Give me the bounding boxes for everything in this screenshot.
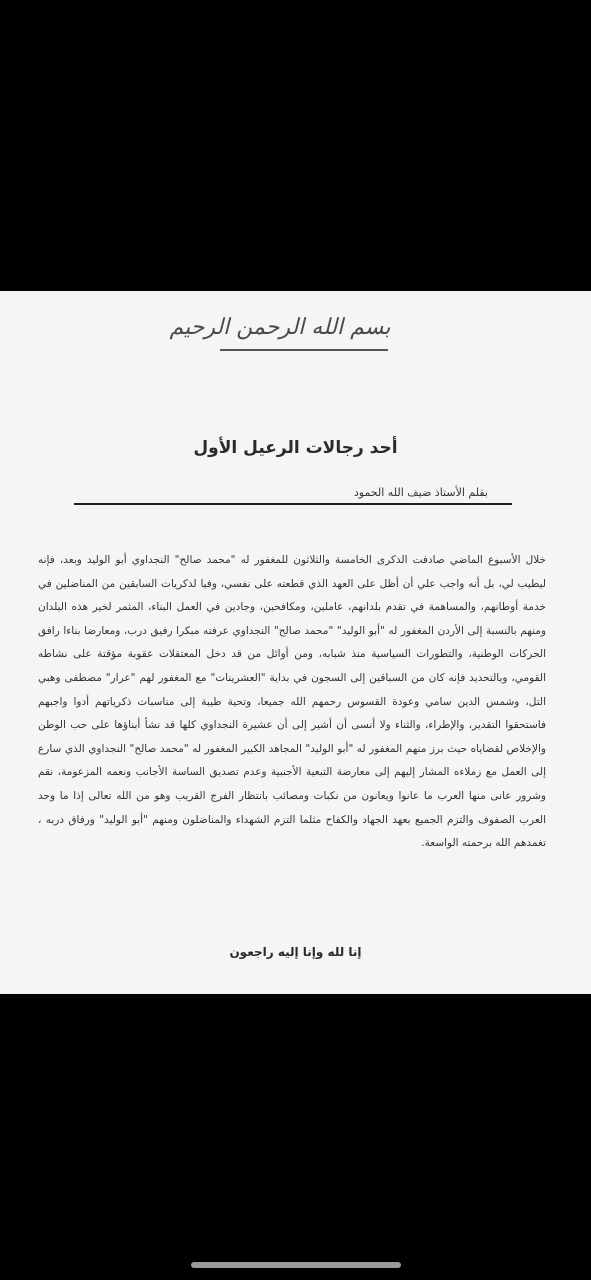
author-byline: بقلم الأستاذ ضيف الله الحمود [353,486,488,499]
basmala-text: بسم الله الرحمن الرحيم [169,315,391,340]
title-divider [74,503,512,505]
article-title: أحد رجالات الرعيل الأول [193,438,398,458]
basmala-stroke [220,349,388,351]
closing-phrase: إنا لله وإنا إليه راجعون [229,945,362,959]
document-page [0,291,591,994]
home-indicator[interactable] [191,1262,401,1268]
basmala-calligraphy [150,311,410,371]
article-body: خلال الأسبوع الماضي صادفت الذكرى الخامسة والثلاثون للمغفور له "محمد صالح" النجداوي أبو الوليد وبعد، فإنه ليطيب لي، بل أنه واجب علي أن أظل على العهد الذي قطعته على نفسي، وفيا لذكريات السابقين من المناضلين في خدمة أوطانهم، والمساهمة في تقدم بلدانهم، عاملين، ومكافحين، وجادين في العمل البناء، المثمر لخير هذه البلدان ومنهم بالنسبة إلى الأردن المغفور له "أبو الوليد" "محمد صالح" النجداوي عرفته مبكرا رفيق درب، ومعارضا بناءا رافق الحركات الوطنية، والتطورات السياسية منذ شبابه، ومن أوائل من قد دخل المعتقلات عقوبة مؤقتة على نشاطه القومي، وبالتحديد فإنه كان من السباقين إلى السجون في بداية "العشرينات" مع المغفور لهم "عرار" مصطفى وهبي التل، وشمس الدين سامي وعودة القسوس رحمهم الله جميعا، وتحية طيبة إلى مناسبات ذكرياتهم أدوا واجبهم فاستحقوا التقدير، والإطراء، والثناء ولا أنسى أن أشير إلى أن عشيرة النجداوي كلها قد نشأ أبناؤها على حب الوطن والإخلاص لقضاياه حيث برز منهم المغفور له "أبو الوليد" المجاهد الكبير المغفور له "محمد صالح" النجداوي الذي سارع إلى العمل مع زملاءه المشار إليهم إلى معارضة التبعية الأجنبية وعدم تصديق الساسة الأجانب ونعمه المزعومة، نقم وشرور عانى منها العرب ما عانوا ويعانون من نكبات ومصائب بانتظار الفرج القريب وهو من الله تعالى إذا ما وحد العرب الصفوف والتزم الجميع بعهد الجهاد والكفاح مثلما التزم الشهداء والمناضلون ومنهم "أبو الوليد" ورفاق دربه ، تغمدهم الله برحمته الواسعة. [38,554,546,850]
